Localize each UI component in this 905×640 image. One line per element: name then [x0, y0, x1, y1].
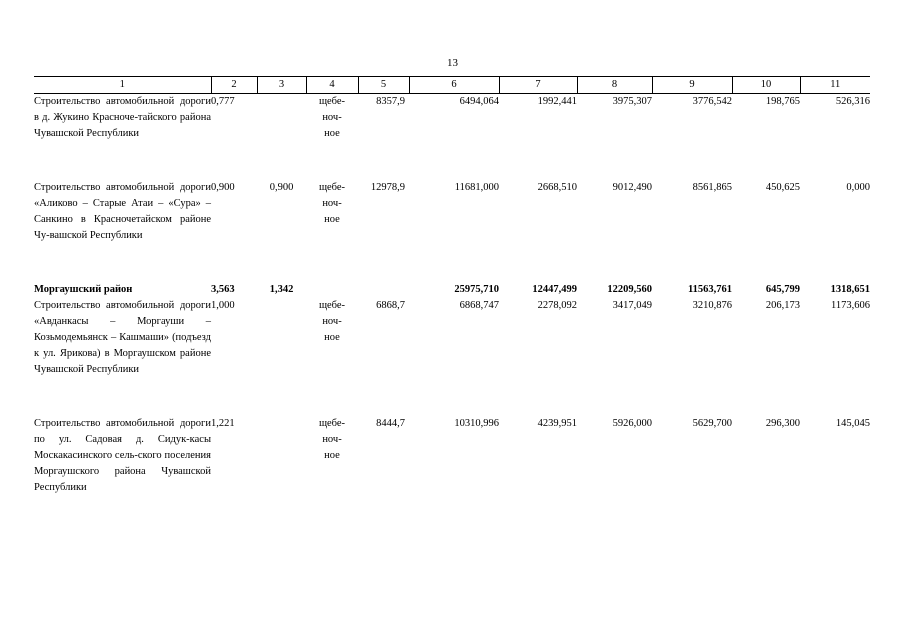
column-header: 5: [358, 77, 409, 94]
project-name: Строительство автомобильной дороги «Аликово – Старые Атаи – «Сура» – Санкино в Красночетайском районе Чу-вашской Республики: [34, 181, 211, 241]
value-cell: 6494,064: [459, 96, 499, 107]
value-cell: 296,300: [765, 417, 800, 429]
value-cell: 3975,307: [612, 96, 652, 107]
surface-type: [306, 282, 358, 298]
value-cell: 10310,996: [454, 417, 499, 429]
value-cell: 6868,747: [459, 299, 499, 311]
surface-type-text: щебе- ноч- ное: [318, 96, 346, 139]
column-number-row: [34, 77, 870, 94]
column-header: 1: [34, 77, 211, 94]
project-name: Строительство автомобильной дороги в д. Жукино Красноче-тайского района Чувашской Республики: [34, 96, 211, 139]
value-cell: 11563,761: [687, 283, 732, 295]
value-cell: 3210,876: [692, 299, 732, 311]
value-cell: 450,625: [765, 181, 800, 193]
value-cell: 5926,000: [612, 417, 652, 429]
value-cell: 1173,606: [831, 299, 870, 311]
column-header: 10: [732, 77, 800, 94]
table-row: [34, 416, 870, 496]
value-cell: 8444,7: [376, 417, 405, 429]
column-header: 11: [800, 77, 870, 94]
length-cell: 1,221: [211, 417, 235, 429]
surface-type-text: щебе- ноч- ное: [318, 299, 346, 343]
surface-type-text: щебе- ноч- ное: [318, 417, 346, 461]
column-header: 8: [577, 77, 652, 94]
length-cell: 0,777: [211, 96, 235, 107]
value-cell: 12209,560: [607, 283, 652, 295]
surface-type: [306, 416, 358, 496]
project-name: Строительство автомобильной дороги по ул. Садовая д. Сидук-касы Москакасинского сель-ского поселения Моргаушского района Чувашской Республики: [34, 417, 211, 493]
value-cell: 1318,651: [830, 283, 870, 295]
value-cell: 12447,499: [532, 283, 577, 295]
length-cell: [257, 416, 306, 496]
value-cell: 11681,000: [454, 181, 499, 193]
value-cell: 3417,049: [612, 299, 652, 311]
length-cell: 3,563: [211, 283, 235, 295]
column-header: 6: [409, 77, 499, 94]
surface-type: [306, 180, 358, 282]
length-cell: 1,342: [269, 283, 294, 295]
value-cell: 526,316: [835, 96, 870, 107]
value-cell: 2668,510: [537, 181, 577, 193]
value-cell: 206,173: [765, 299, 800, 311]
length-cell: 0,900: [211, 181, 235, 193]
surface-type-text: щебе- ноч- ное: [318, 181, 346, 225]
column-header: 4: [306, 77, 358, 94]
table-row: [34, 180, 870, 282]
value-cell: 145,045: [835, 417, 870, 429]
value-cell: 0,000: [846, 181, 870, 193]
length-cell: [257, 298, 306, 416]
value-cell: 25975,710: [454, 283, 499, 295]
column-header: 9: [652, 77, 732, 94]
value-cell: 3776,542: [692, 96, 732, 107]
value-cell: 8561,865: [692, 181, 732, 193]
value-cell: [358, 282, 409, 298]
surface-type: [306, 298, 358, 416]
column-header: 3: [257, 77, 306, 94]
table-row: [34, 94, 870, 180]
value-cell: 198,765: [765, 96, 800, 107]
project-name: Строительство автомобильной дороги «Авданкасы – Моргауши – Козьмодемьянск – Кашмаши» (подъезд к ул. Ярикова) в Моргаушском районе Чувашской Республики: [34, 299, 211, 375]
length-cell: 1,000: [211, 299, 235, 311]
roads-table: [34, 76, 870, 496]
value-cell: 2278,092: [537, 299, 577, 311]
value-cell: 8357,9: [376, 96, 405, 107]
column-header: 7: [499, 77, 577, 94]
surface-type: [306, 94, 358, 180]
length-cell: 0,900: [269, 181, 294, 193]
table-row: [34, 298, 870, 416]
district-name: Моргаушский район: [34, 283, 133, 295]
length-cell: [257, 94, 306, 180]
page-number: 13: [447, 57, 458, 69]
value-cell: 5629,700: [692, 417, 732, 429]
value-cell: 645,799: [765, 283, 800, 295]
value-cell: 6868,7: [376, 299, 405, 311]
value-cell: 4239,951: [537, 417, 577, 429]
value-cell: 9012,490: [612, 181, 652, 193]
value-cell: 1992,441: [537, 96, 577, 107]
value-cell: 12978,9: [370, 181, 405, 193]
district-row: [34, 282, 870, 298]
column-header: 2: [211, 77, 257, 94]
